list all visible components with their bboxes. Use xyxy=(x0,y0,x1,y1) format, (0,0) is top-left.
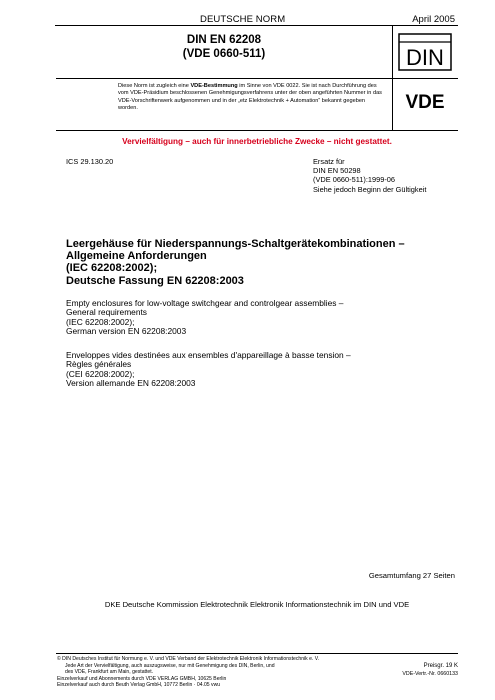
vde-sales-number: VDE-Vertr.-Nr. 0660133 xyxy=(402,671,458,677)
replacement-info xyxy=(313,157,426,194)
title-line: General requirements xyxy=(66,307,147,318)
din-logo xyxy=(398,33,452,71)
title-line: Deutsche Fassung EN 62208:2003 xyxy=(66,274,244,287)
vde-logo-text: VDE xyxy=(405,92,445,112)
box-bottom-rule xyxy=(56,130,458,131)
copyright-line: des VDE, Frankfurt am Main, gestattet. xyxy=(65,669,154,675)
title-line: Règles générales xyxy=(66,359,132,370)
price-group: Preisgr. 19 K xyxy=(423,663,458,669)
footer-rule xyxy=(56,653,458,654)
header-doc-type: DEUTSCHE NORM xyxy=(200,14,286,25)
title-line: (IEC 62208:2002); xyxy=(66,262,158,275)
din-logo-text: DIN xyxy=(406,45,444,70)
box-divider xyxy=(392,78,393,130)
copyright-line: Einzelverkauf und Abonnements durch VDE VERLAG GMBH, 10625 Berlin xyxy=(57,675,227,682)
title-line: Enveloppes vides destinées aux ensembles d'appareillage à basse tension – xyxy=(66,350,351,360)
title-line: Allgemeine Anforderungen xyxy=(66,250,207,263)
title-english xyxy=(66,299,446,337)
copyright-notice xyxy=(57,656,397,689)
title-line: Leergehäuse für Niederspannungs-Schaltgerätekombinationen – xyxy=(66,238,405,250)
ersatz-line: (VDE 0660-511):1999-06 xyxy=(313,175,396,185)
title-line: (CEI 62208:2002); xyxy=(66,368,135,379)
standard-id-box xyxy=(56,26,393,78)
ersatz-line: Siehe jedoch Beginn der Gültigkeit xyxy=(313,184,427,194)
copyright-line: Einzelverkauf auch durch Beuth Verlag GmbH, 10772 Berlin · 04.05 vwu xyxy=(57,682,221,688)
box-rule xyxy=(56,78,458,79)
title-line: Version allemande EN 62208:2003 xyxy=(66,378,196,389)
ersatz-line: DIN EN 50298 xyxy=(313,166,361,176)
header-date: April 2005 xyxy=(412,14,455,25)
vde-notice: Diese Norm ist zugleich eine VDE-Bestimmung im Sinne von VDE 0022. Sie ist nach Durchführung des vom VDE-Präsidium beschlossenen Genehmigungsverfahrens unter der oben angeführten Nummer in das VDE-Vorschriftenwerk aufgenommen und in der „etz Elektrotechnik + Automation“ bekannt gegeben worden. xyxy=(118,83,382,111)
total-pages: Gesamtumfang 27 Seiten xyxy=(368,571,455,580)
copyright-line: © DIN Deutsches Institut für Normung e. V. und VDE Verband der Elektrotechnik Elektronik Informationstechnik e. V. xyxy=(57,656,320,662)
dke-line: DKE Deutsche Kommission Elektrotechnik Elektronik Informationstechnik im DIN und VDE xyxy=(104,600,410,609)
title-french xyxy=(66,351,446,389)
standard-number: DIN EN 62208 xyxy=(186,34,262,46)
title-line: German version EN 62208:2003 xyxy=(66,326,187,337)
vde-number: (VDE 0660-511) xyxy=(182,48,266,60)
reproduction-warning: Vervielfältigung – auch für innerbetriebliche Zwecke – nicht gestattet. xyxy=(122,137,392,146)
title-line: Empty enclosures for low-voltage switchgear and controlgear assemblies – xyxy=(66,298,344,308)
title-german xyxy=(66,238,446,287)
ersatz-line: Ersatz für xyxy=(313,157,345,166)
copyright-line: Jede Art der Vervielfältigung, auch auszugsweise, nur mit Genehmigung des DIN, Berlin, und xyxy=(65,662,275,669)
title-line: (IEC 62208:2002); xyxy=(66,316,135,327)
vde-logo xyxy=(397,90,453,112)
ics-code: ICS 29.130.20 xyxy=(66,157,114,166)
